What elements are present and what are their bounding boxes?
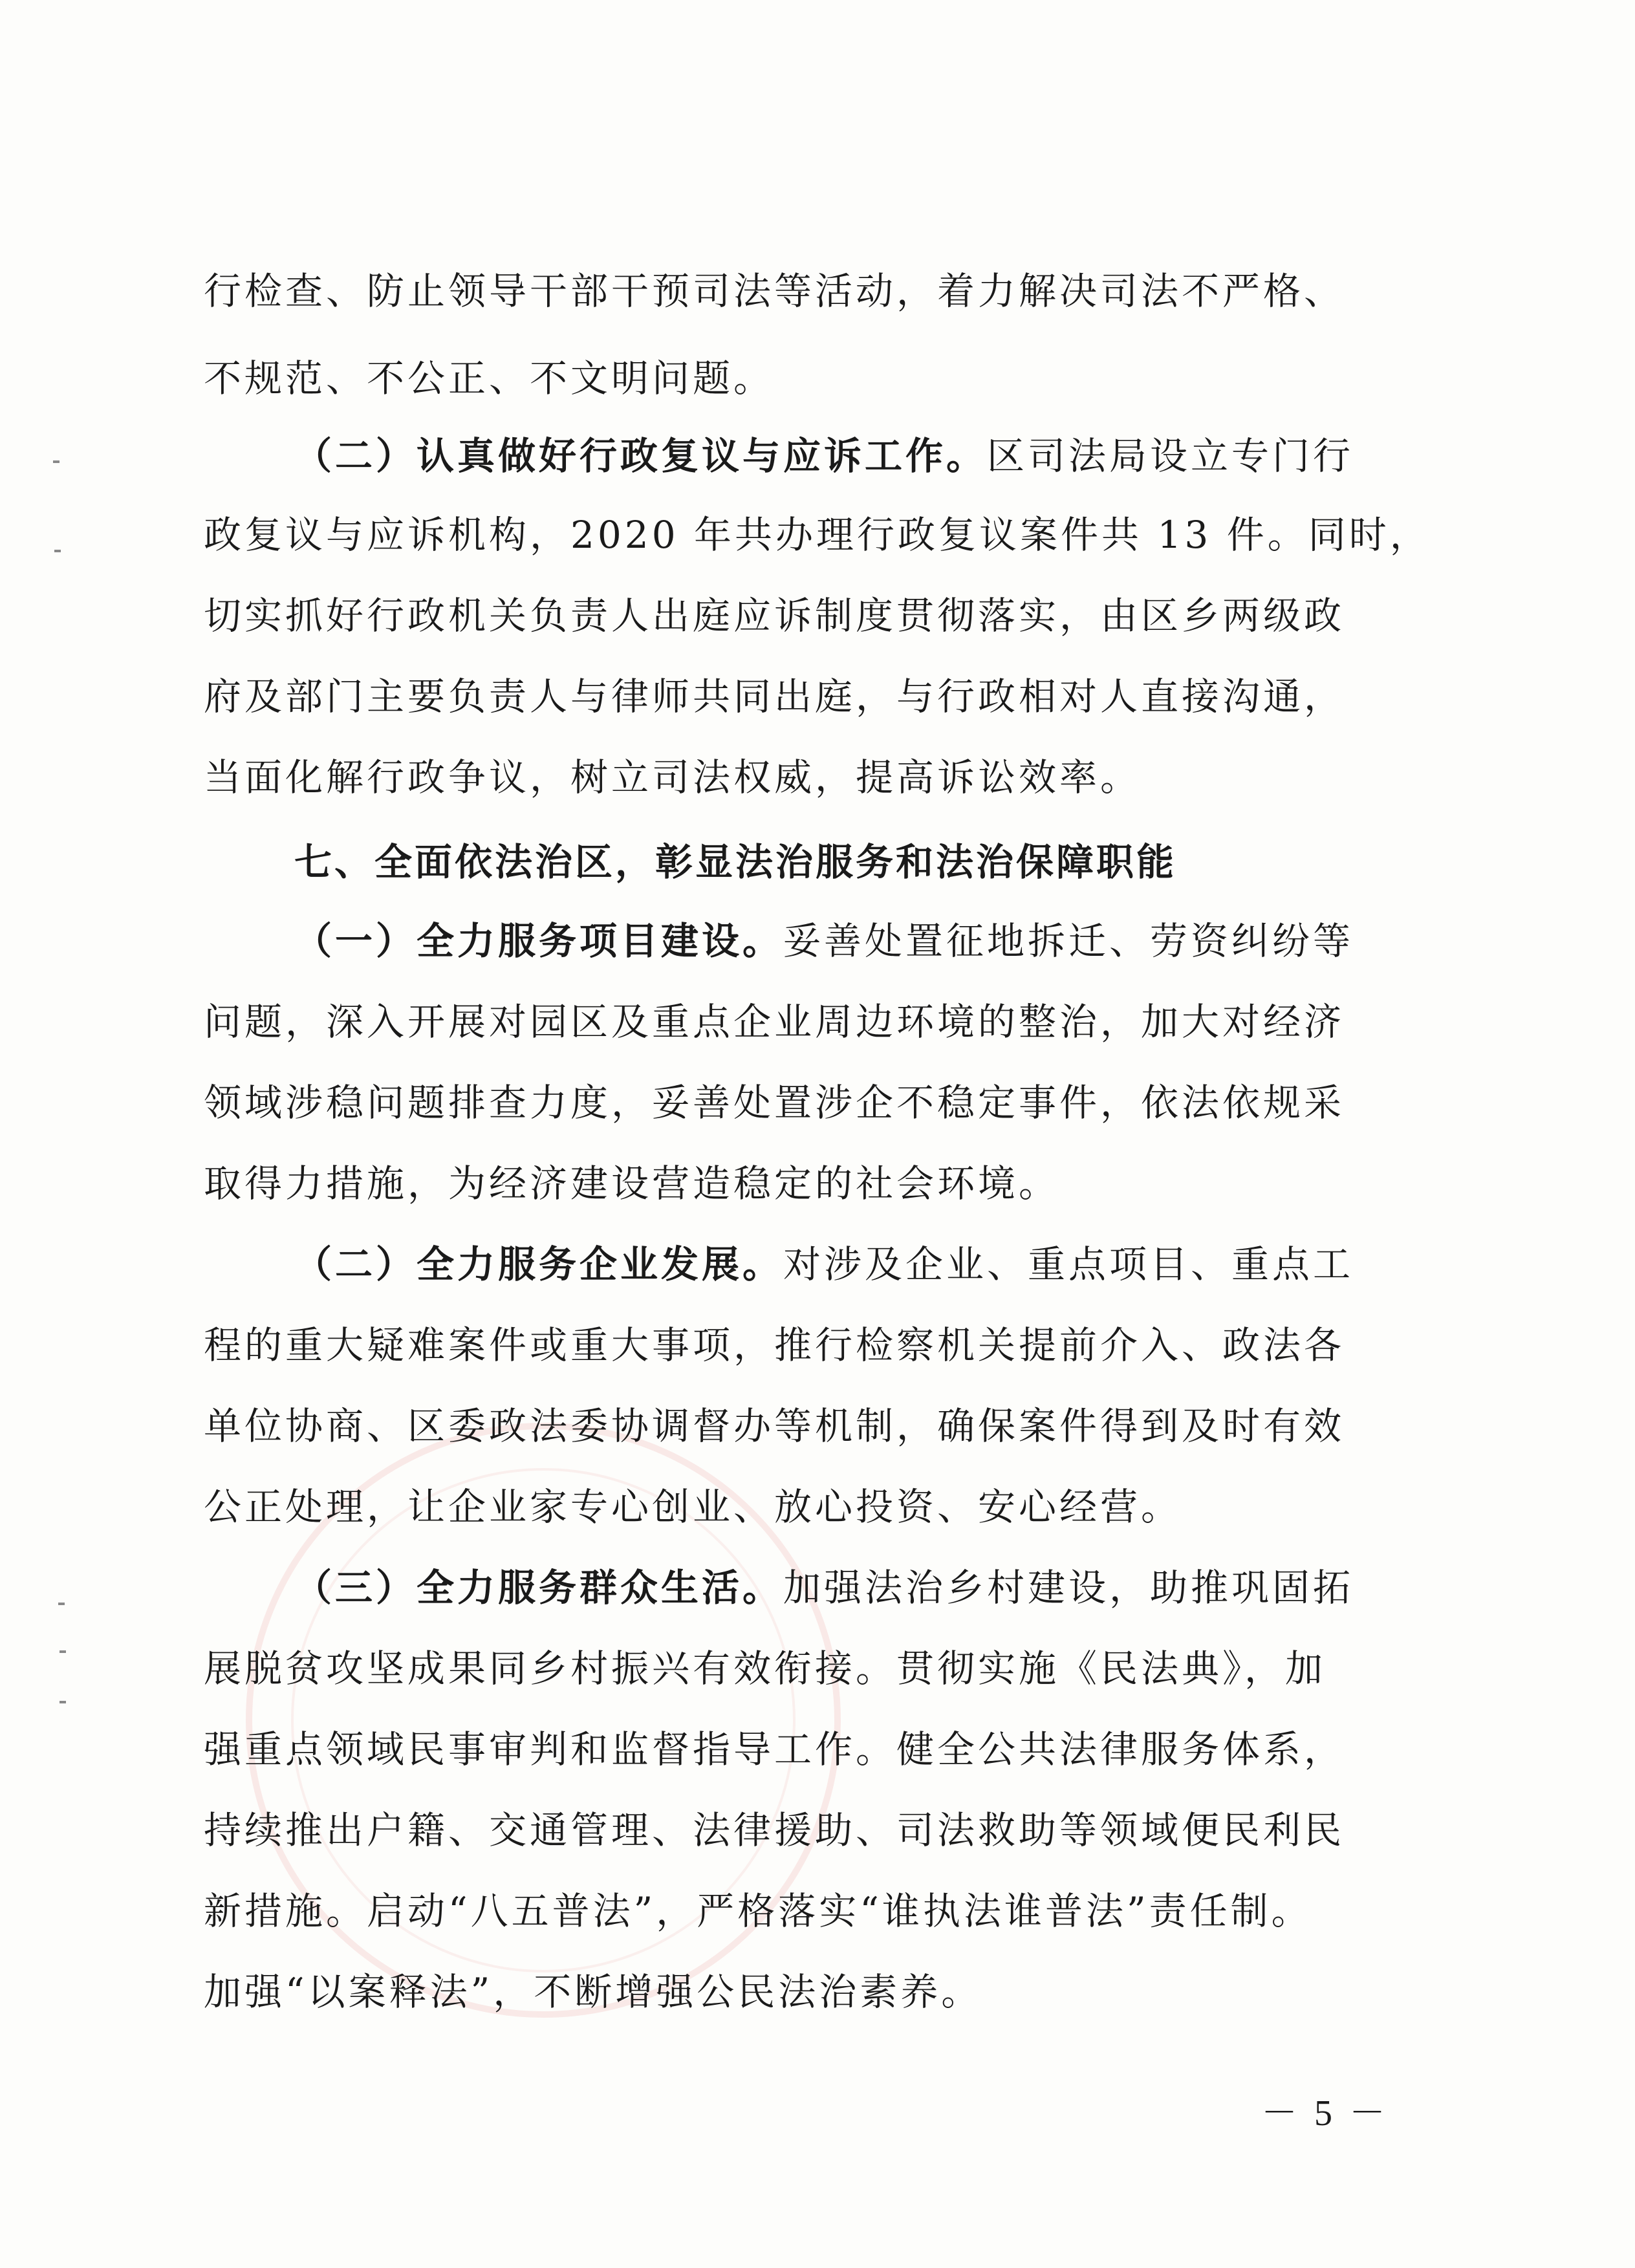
binding-hole-mark xyxy=(54,550,61,552)
section-heading: 七、全面依法治区，彰显法治服务和法治保障职能 xyxy=(294,840,1177,884)
body-text-line: 展脱贫攻坚成果同乡村振兴有效衔接。贯彻实施《民法典》，加 xyxy=(204,1647,1326,1690)
body-text-line: 问题，深入开展对园区及重点企业周边环境的整治，加大对经济 xyxy=(204,1000,1345,1044)
binding-hole-mark xyxy=(58,1603,65,1605)
body-text-line: 领域涉稳问题排查力度，妥善处置涉企不稳定事件，依法依规采 xyxy=(204,1081,1345,1125)
subheading: （三）全力服务群众生活。 xyxy=(294,1566,784,1610)
body-text-line: 当面化解行政争议，树立司法权威，提高诉讼效率。 xyxy=(204,755,1142,799)
subheading: （二）认真做好行政复议与应诉工作。 xyxy=(294,434,988,478)
subheading: （二）全力服务企业发展。 xyxy=(294,1242,784,1286)
page-number: － 5 － xyxy=(1261,2093,1389,2133)
body-paragraph-line: （一）全力服务项目建设。妥善处置征地拆迁、劳资纠纷等 xyxy=(294,919,1354,963)
body-paragraph-line: （二）认真做好行政复议与应诉工作。区司法局设立专门行 xyxy=(294,434,1354,478)
body-paragraph-line: （二）全力服务企业发展。对涉及企业、重点项目、重点工 xyxy=(294,1242,1354,1286)
body-text-line: 持续推出户籍、交通管理、法律援助、司法救助等领域便民利民 xyxy=(204,1808,1345,1852)
body-text-line: 新措施。启动“八五普法”，严格落实“谁执法谁普法”责任制。 xyxy=(204,1889,1312,1933)
body-text-line: 单位协商、区委政法委协调督办等机制，确保案件得到及时有效 xyxy=(204,1404,1345,1448)
binding-hole-mark xyxy=(60,1701,66,1703)
body-text-line: 程的重大疑难案件或重大事项，推行检察机关提前介入、政法各 xyxy=(204,1323,1345,1367)
body-text-line: 取得力措施，为经济建设营造稳定的社会环境。 xyxy=(204,1161,1060,1205)
body-text-line: 加强“以案释法”，不断增强公民法治素养。 xyxy=(204,1970,982,2014)
body-text-line: 公正处理，让企业家专心创业、放心投资、安心经营。 xyxy=(204,1485,1182,1529)
body-text-line: 不规范、不公正、不文明问题。 xyxy=(204,356,775,400)
subheading: （一）全力服务项目建设。 xyxy=(294,919,784,963)
binding-hole-mark xyxy=(53,460,60,463)
body-paragraph-line: （三）全力服务群众生活。加强法治乡村建设，助推巩固拓 xyxy=(294,1566,1354,1610)
body-text-line: 府及部门主要负责人与律师共同出庭，与行政相对人直接沟通， xyxy=(204,675,1345,718)
body-text-line: 行检查、防止领导干部干预司法等活动，着力解决司法不严格、 xyxy=(204,269,1345,313)
body-text-line: 切实抓好行政机关负责人出庭应诉制度贯彻落实，由区乡两级政 xyxy=(204,594,1345,638)
body-text-line: 政复议与应诉机构，2020 年共办理行政复议案件共 13 件。同时， xyxy=(204,513,1431,557)
binding-hole-mark xyxy=(60,1650,66,1653)
body-text-line: 强重点领域民事审判和监督指导工作。健全公共法律服务体系， xyxy=(204,1727,1345,1771)
